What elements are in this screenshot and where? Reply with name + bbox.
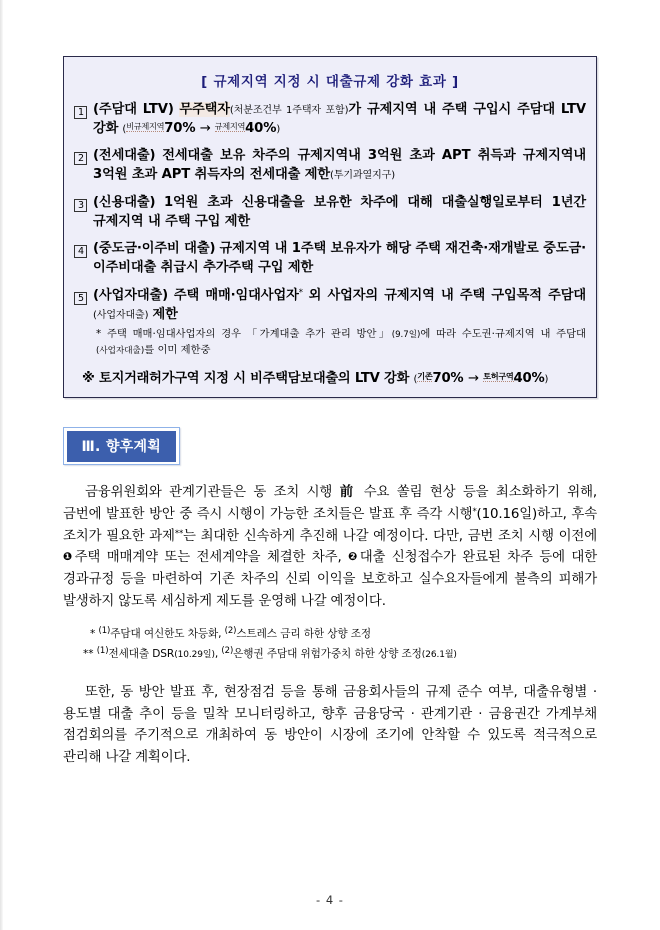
footnote2-text3: 은행권 주담대 위험가중치 하한 상향 조정 xyxy=(233,648,422,660)
star-marker-icon: ※ xyxy=(82,371,95,387)
list-item xyxy=(74,287,586,324)
page-left-edge xyxy=(0,0,3,930)
item-paren-a: (처분조건부 1주택자 포함) xyxy=(229,105,349,116)
item-text: 1억원 초과 신용대출을 보유한 차주에 대해 대출실행일로부터 1년간 규제지역 내 주택 구입 제한 xyxy=(93,194,586,229)
item-text-a: 주택 매매·임대사업자 xyxy=(173,287,299,303)
page-number: - 4 - xyxy=(316,893,344,907)
footnote2-text2: , xyxy=(214,648,222,660)
footnote1-sup2: (2) xyxy=(224,626,237,637)
page-content xyxy=(63,56,597,769)
star-value-from: 70% xyxy=(432,371,464,387)
star-sup-to: 토허구역 xyxy=(483,371,514,382)
item-label: (전세대출) xyxy=(93,148,156,164)
footnote1-text2: 스트레스 금리 하한 상향 조정 xyxy=(236,628,372,641)
circled-number-2-icon: ❷ xyxy=(348,550,360,564)
footnote-tiny-b: (사업자대출) xyxy=(96,345,145,356)
footnote2-tiny1: (10.29일) xyxy=(174,650,215,660)
footnote2-tiny2: (26.1월) xyxy=(421,650,457,660)
footnote-line-2 xyxy=(83,645,597,663)
item-label: (신용대출) xyxy=(93,194,156,210)
list-item xyxy=(74,194,586,231)
footnote1-marker: * xyxy=(90,628,96,641)
section-heading-label: Ⅲ. 향후계획 xyxy=(67,431,177,462)
item-body xyxy=(93,240,586,277)
item-text-b: 가 규제지역 내 주택 구입시 주담대 LTV 강화 xyxy=(93,102,587,136)
sup-to: 규제지역 xyxy=(214,120,246,131)
item-number: 5 xyxy=(74,288,91,306)
para1-hanja: 前 xyxy=(339,485,357,501)
footnote-text-a: 주택 매매·임대사업자의 경우 「가계대출 추가 관리 방안」 xyxy=(106,328,392,341)
star-line-text: 토지거래허가구역 지정 시 비주택담보대출의 LTV 강화 xyxy=(99,371,410,387)
item-text: 전세대출 보유 차주의 규제지역내 3억원 초과 APT 취득과 규제지역내 3억원 초과 APT 취득자의 전세대출 제한 xyxy=(93,148,586,183)
footnote2-sup2: (2) xyxy=(221,646,234,657)
item-label: (사업자대출) xyxy=(93,287,169,303)
para1-part5: 주택 매매계약 또는 전세계약을 체결한 차주, xyxy=(74,550,349,566)
item-text-c: 제한 xyxy=(152,306,178,322)
para1-part1: 금융위원회와 관계기관들은 동 조치 시행 xyxy=(85,485,340,501)
item-text-b: 외 사업자의 규제지역 내 주택 구입목적 주담대 xyxy=(308,287,586,303)
star-value-to: 40% xyxy=(513,371,545,387)
item-text-a: 무주택자 xyxy=(179,102,230,117)
star-sup-from: 기존 xyxy=(417,371,433,382)
circled-number-1-icon: ❶ xyxy=(63,550,75,564)
para1-sup1: * xyxy=(472,507,477,518)
item-label: (주담대 LTV) xyxy=(93,102,174,117)
item-body xyxy=(93,147,586,184)
paragraph-monitoring: 또한, 동 방안 발표 후, 현장점검 등을 통해 금융회사들의 규제 준수 여부, 대출유형별 · 용도별 대출 추이 등을 밀착 모니터링하고, 향후 금융당국 · 관계기관 · 금융권간 가계부채 점검회의를 주기적으로 개최하여 동 방안이 시장에 조기에 안착할 수 있도록 적극적으로 관리해 나갈 계획이다. xyxy=(63,684,597,766)
footnote-text-b: 에 따라 수도권·규제지역 내 주담대 xyxy=(420,328,586,341)
item-number: 3 xyxy=(74,195,91,213)
item-number: 1 xyxy=(74,102,91,120)
para1-part3: (10.16일)하고, 후속 조치가 필요한 과제 xyxy=(63,506,597,544)
paragraph-future-plan xyxy=(63,482,597,612)
box-star-line: ※ 토지거래허가구역 지정 시 비주택담보대출의 LTV 강화 ($^{기존}$70% → $^{토허구역}$40%) xyxy=(82,371,549,387)
sup-from: 비규제지역 xyxy=(126,120,165,131)
item-body: (주담대 LTV) 무주택자(처분조건부 1주택자 포함)가 규제지역 내 주택 구입시 주담대 LTV 강화 ($^{비규제지역}$70% → $^{규제지역}$40%) xyxy=(93,102,587,136)
item-text: 규제지역 내 1주택 보유자가 해당 주택 재건축·재개발로 중도금·이주비대출 취급시 추가주택 구입 제한 xyxy=(93,241,587,276)
box-title: [ 규제지역 지정 시 대출규제 강화 효과 ] xyxy=(201,74,459,90)
footnote2-text1: 전세대출 DSR xyxy=(108,648,175,660)
item-body xyxy=(93,194,586,231)
footnote1-sup1: (1) xyxy=(98,626,111,637)
list-item xyxy=(74,240,586,277)
regulation-effects-box xyxy=(63,56,597,398)
item-number: 4 xyxy=(74,241,91,259)
asterisk-marker: * xyxy=(298,288,303,299)
arrow-icon: → xyxy=(467,371,479,387)
item-number: 2 xyxy=(74,148,91,166)
item-label: (중도금·이주비 대출) xyxy=(93,241,216,257)
footnote2-sup1: (1) xyxy=(96,646,109,657)
footnote-marker: * xyxy=(96,328,102,341)
footnote-tiny-a: (9.7일) xyxy=(391,330,421,341)
para1-part4: 는 최대한 신속하게 추진해 나갈 예정이다. 다만, 금번 조치 시행 이전에 xyxy=(183,528,598,544)
box-footnote xyxy=(96,327,586,358)
list-item xyxy=(74,147,586,184)
list-item xyxy=(74,101,586,138)
footnote1-text1: 주담대 여신한도 차등화, xyxy=(110,628,225,641)
item-paren: (사업자대출) xyxy=(93,309,149,321)
value-from: 70% xyxy=(164,120,196,136)
footnote-line-1 xyxy=(90,625,597,643)
value-to: 40% xyxy=(245,120,277,136)
footnote2-marker: ** xyxy=(83,648,94,660)
section-heading-box xyxy=(63,427,180,465)
para1-part2: 수요 쏠림 현상 등을 최소화하기 위해, 금번에 발표한 방안 중 즉시 시행이 가능한 조치들은 발표 후 즉각 시행 xyxy=(63,485,597,522)
item-paren: (투기과열지구) xyxy=(330,170,396,182)
arrow-icon: → xyxy=(199,120,211,136)
footnote-text-c: 를 이미 제한중 xyxy=(144,343,211,356)
para1-part6: 대출 신청접수가 완료된 차주 등에 대한 경과규정 등을 마련하여 기존 차주의 신뢰 이익을 보호하고 실수요자들에게 불측의 피해가 발생하지 않도록 세심하게 제도를 운영해 나갈 예정이다. xyxy=(63,550,597,609)
para1-sup2: ** xyxy=(174,528,184,539)
item-body xyxy=(93,287,586,324)
